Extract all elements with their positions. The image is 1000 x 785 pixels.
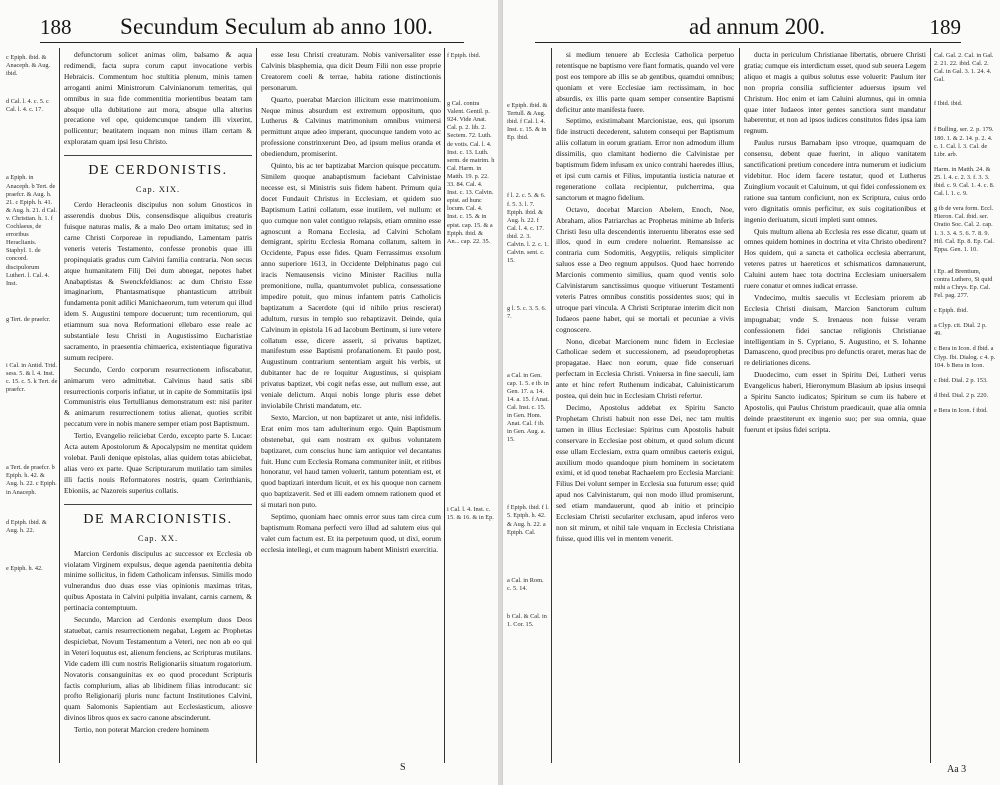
inner-margin-notes [507,52,549,752]
margin-note: f l. 2. c. 5. & 6. f. 5. 3. l. 7. Epiph. ibid. & Aug. h. 22. f Cal. l. 4. c. 17. ibid. 2. 3. Calvin. l. 2. c. 1. Calvin. sent. c. 15. [507,192,549,265]
paragraph: Sexto, Marcion, ut non baptizaret ut ante, nisi infidelis. Erat enim mos tam adulterinum ergo. Quin Baptismum obstenebat, qui eam nostram ex quibus voluntatem baptizaret, cum conscius hunc iam antiquior vel decantatus fuit. Hunc cum Ecclesia Romana communiter iniit, et ritibus honoratur, vel haud tamen voluerit, tantum potentiam est, et quod baptizari interdum licuit, et ex his quoque non carnem quo baptizaverit. Sed et illi eadem omnem rationem quod et si mutari non puto. [261,412,441,510]
page-number: 189 [929,15,961,39]
running-title: ad annum 200. [689,14,826,39]
section-heading: DE MARCIONISTIS. [64,504,252,529]
paragraph: Quis multum aliena ab Ecclesia res esse dicatur, quam ut omnes quidem homines in doctrina et vita Christo obedirent? Hos quidem, qui a sancta et catholica ecclesia aberrarunt, veteres patres ut haereticos et schismaticos damnauerunt, Caluini autem haec tota doctrina Ecclesiam uniuersalem ruere conatur et omnes iudicat errasse. [744,226,926,291]
margin-note: f Epiph. ibid. f l. 5. Epiph. h. 42. & Aug. h. 22. a Epiph. Cal. [507,504,549,536]
margin-note: d Ibid. Dial. 2 p. 220. [934,391,989,399]
margin-note: c Epiph. ibid. [934,307,968,315]
margin-note: i Cal. in Antid. Trid. sess. 5. & l. 4. Inst. c. 15. c. 5. k Tert. de praefcr. [6,361,58,394]
paragraph: ducta in periculum Christianae libertatis, obruere Christi gratia; cumque eis interdictum esset, quod sub seuera Legem aliquo et magis a quibus solutus esse voluerit: Paulum iter non propria consilia sufficienter aduersus ipsum vel Christum. Hoc enim et iam Caluini alumnus, qui in omnia quae inter Iudaeos inter gentes sanctiora sunt mandatur haberentur, et non ad ipsos iudices constitutos fides ipsa iam regnum. [744,50,926,136]
paragraph: Decimo, Apostolus addebat ex Spiritu Sancto Prophetam Christi habuit non esse Dei, nec tam multis tamen in illius Ecclesiae: Spiritus cum Apostolis habuit conservare in Ecclesiae post obitum, et quod solum dicunt esse ullam Ecclesiam, extra quam omnibus caeteris exigui, auxilium modo quandoque pium hominem in societatem eximi, et id quod tenebat Rachaelem pro Ecclesia Marciani: Filius Dei volunt semper in Ecclesia sua futurum esse; quid apud nos Calvinistarum, qui non modo illud promiserunt, sed etiam mandauerunt, quod ab initio et principio Ecclesiam Christi seculariter exclusam, apud inferos vero non sit mirum, et nihil tale vnquam in Ecclesia Christiana fuisse, quod illis vel in mentem venerit. [556,403,734,543]
margin-note: i Ep. ad Brentium, contra Luthero, Si quid mihi a Chrys. Ep. Cal. Fel. pag. 277. [934,267,993,300]
signature-mark: Aa 3 [947,764,967,775]
signature-mark: S [400,762,406,773]
left-column-1 [64,50,252,764]
margin-note: g ib de vera form. Eccl. Hieron. Cal. ibid. ser. Oratio Soc. Cal. 2. cap. 1. 3. 3. 4. 5. 6. 7. 8. 9. Hil. Cal. Ep. 8. Ep. Cal. Eppa. Gen. 1. 10. [934,205,994,253]
right-page [502,0,1000,785]
paragraph: Tertio, Evangelio reiiciebat Cerdo, excepto parte S. Lucae: Acta autem Apostolorum & Apocalypsim ne mentitat quidem volebat. Pauli denique epistolas, alias quidem totas abiiciebat, alias vero ex parte. Quae Scripturarum mutilatio tam similes illi factis nouis Reformatores nostris, quam Cerinthianis, Ebioniis, ac Nazoreis superius collatis. [64,431,252,495]
chapter-label: Cap. XIX. [135,184,181,195]
paragraph: Cerdo Heracleonis discipulus non solum Gnosticos in asserendis duobus Diis, consensdisque aliquibus creaturis fuisque naturas malis, & a malo Deo ortam imitatus; sed in carne Christi Corporeae in repudiando, Lamentam patris veneris veteris Testamento, confesse pronobis quae illi propinquiatis gradus cum Calvini familia contraria. Non secus atque humanitatem Filij Dei dum abnegat, nepotes habet Anabaptistas & Swenckfeldianos: ac dum Christo Esse imaginarium, Phantasmatisque phantasticum attribuit fundamenta ponit adilici Manichaeorum, tum veterum qui illud idem S. Augustini tempore docuerunt; tum recentiorum, qui etiamnum sua nova Reformationi ellebaro esse reale ac substantiale Iesu Christi in Augustissimo Eucharistiae sacramento, in praesentia chimaerica, existentiaque figurativa sumum recipere. [64,200,252,362]
margin-note: a Cal. in Rom. c. 5. 14. [507,576,544,592]
section-heading: DE CERDONISTIS. [64,155,252,180]
running-title: Secundum Seculum ab anno 100. [120,14,434,39]
margin-note: d Epiph. ibid. & Aug. h. 22. [6,518,47,534]
margin-note: a Tert. de praefcr. b Epiph. h. 42. & Aug. h. 22. c Epiph. in Anaceph. [6,464,57,496]
page-number: 188 [40,15,72,39]
margin-note: f Epiph. ibid. [447,52,481,59]
margin-note: d Cal. l. 4. c. 5. c Cal. l. 4. c. 17. [6,98,49,114]
margin-note: Cal. Gal. 2. Cal. in Gal. 2. 21. 22. ibid. Cal. 2. Cal. in Gal. 3. 1. 24. 4. Gal. [934,52,994,84]
inner-margin-notes [447,52,495,752]
margin-note: i Cal. l. 4. Inst. c. 15. & 16. & in Ep. [447,505,494,521]
paragraph: defunctorum solicet animas olim, balsamo & aqua redimendi, facta supra corum caput invocatione verbis Hebraicis. Commentum hoc stultitia plenum, minis tamen arroganti animi Ministrorum Calvinianorum temeritas, qui omnibus in sua fide commentitia morientibus beatam tam absque ulla dubitatione aut mora, absque ulla alterius precatione vel ope, quidemcunque tandem illi vixerint, pollicentur; beatitatem inquam non minus illam certam & exploratam quam ipsi Iesu Christo. [64,50,252,147]
paragraph: Nono, dicebat Marcionem nunc fidem in Ecclesiae Catholicae sedem et successionem, ad pseudoprophetas propagatae. Haec non eorum, quae fide conseruari perfectam in Ecclesia Christi. Vniuersa in fine saeculi, iam ante et hinc refert Ruthenum indicabat, Caluinisticarum postea, qui dein huc in Ecclesiam Christi refertur. [556,336,734,401]
margin-note: g l. 5. c. 3. 5. 6. 7. [507,305,547,321]
column-rule [256,48,257,763]
margin-note: c Epiph. ibid. & Anaceph. & Aug. ibid. [6,54,51,78]
column-rule [59,48,60,763]
header-rule [535,42,961,43]
column-rule [551,48,552,763]
paragraph: Secundo, Marcion ad Cerdonis exemplum duos Deos statuebat, carnis resurrectionem negabat, Legem ac Prophetas despiciebat, Novum Testamentum a Veteri, nec non ab eo qui in Veteri loquutus est, alienum fenciens, ac Scripturas mutilans. Vide cadem illi cum nostris Religionariis situatum rogatorium. Novatoris consanguinitas ex eo quod procedunt Scripturis factis complurium, alias ab libidinem filias introducant: sic profto Religionarij pluris nunc factunt Institutiones Calvini, quam Salomonis Sapientiam aut Ecclesiasticum, aliosve divinos libros quos ex sacro canone abscinderunt. [64,615,252,723]
margin-note: f Bulling. ser. 2. p. 179. 180. 1. & 2. 14. p. 2. 4. c. 1. Cal. l. 3. Cal. de Libr. arb. [934,126,994,158]
paragraph: si medium tenuere ab Ecclesia Catholica perpetuo retentisque ne baptismo vere fiant formatis, quando vel vere post eos tempore ab illis se ab gentibus, quamdui omnibus; quoniam et vere Ecclesiae iam rectissimam, in hoc absurdis, ex illis parte quam semper consentire Baptismi deficitur ante manifesta fuere. [556,50,734,114]
margin-note: a Epiph. in Anaceph. b Tert. de praefcr. & Aug. h. 21. c Epiph. h. 41. & Aug. h. 21. d Cal. v. Christian. h. 1. f Cochlaeus, de erroribus Heraclianis. Staphyl. 1. de concord. discipulorum Lutheri. l. Cal. 4. Inst. [6,174,57,287]
paragraph: Marcion Cerdonis discipulus ac successor ex Ecclesia ob violatam Virginem expulsus, deque agenda paenitentia debita minime sollicitus, in fidem Catholicam infensus. Similis modo vulnerandus duo duas esse vias opinionis maximas tritas, quibus Apostata in Calvini pulpitia invalant, carnis carnem, & pertinacia contemptuum. [64,548,252,613]
paragraph: Septimo, existimabant Marcionistae, eos, qui ipsorum fide instructi decederent, salutem consequi per Baptismum aliis collatum in eorum gratiam. Error non admodum illum dissimilis, quo clamitant hodierno die Calvinistae per baptismum fidem infusam ex unico contrahi haeredes illius, et ipsi cum carnis et Filius, imputantia iusticia naturae et regeneratione collata recipientur, pulcherrima, qua sanctorum et magno fidelium. [556,116,734,202]
margin-note: f Ibid. ibid. [934,100,963,108]
margin-note: c Ibid. Dial. 2 p. 153. [934,376,988,384]
left-page [0,0,499,785]
margin-note: a Clyp. cit. Dial. 2 p. 49. [934,322,987,338]
left-margin-notes [6,52,58,752]
right-column-1 [556,50,734,764]
paragraph: Tertio, non poterat Marcion credere hominem [74,725,209,735]
margin-note: a Cal. in Gen. cap. 1. 5. e ib. in Gen. 17. a. 14. 14. a. 15. f Anat. Cal. Inst. c. 15. in Gen. Hom. Anat. Cal. f ib. in Gen. Aug. a. 15. [507,371,549,444]
paragraph: Octavo, docebat Marcion Abelem, Enoch, Noe, Abraham, alios Patriarchas ac Prophetas minime ab Inferis Christi Iesu ulla descendentis interuentu liberatos esse sed illos, quod in eum credere noluerint. Remansisse ac contraria cum Sodomitis, Aegyptiis, reliquis simpliciter saluos esse a Deo regnum appulsos. Quod haec horrendo Marcionis commento similius, quam quod ventis solo Calvinistarum sanctissimus quoque vitiuerunt Testamenti veteris Patres omnibus constitis possidentes suos; qui in utroque pari vincula. A Christi Scripturae interim dicit non Iudaeos paene habet, qui se mortali et pecuniae a vivis cognoscere. [556,204,734,334]
outer-margin-notes [934,52,996,762]
margin-note: e Epiph. ibid. & Tertull. & Aug. ibid. f Cal. l. 4. Inst. c. 15. & in Ep. ibid. [507,102,548,142]
margin-note: Harm. in Matth. 24. & 25. l. 4. c. 2. 3. f. 3. 3. ibid. c. 9. Cal. 1. 4. c. 8. Cal. l. 1. c. 9. [934,165,995,198]
left-column-2 [261,50,441,764]
right-column-2 [744,50,926,764]
margin-note: c Bera in Icon. d Ibid. a Clyp. Ibi. Dialog. c 4. p. 104. b Bera in Icon. [934,345,996,369]
margin-note: b Cal. & Cal. in 1. Cor. 15. [507,612,547,628]
margin-note: e Epiph. h. 42. [6,564,43,572]
paragraph: Septimo, quoniam haec omnis error suus tam circa cum baptismum Romana perfecti vero illud ad salutem eius qui valet cum factum est. Et ita perpetuum quod, ut dixi, eorum ecclesia intellegi, et cum magnum habent Ministri exercitia. [261,512,441,554]
paragraph: Quinto, bis ac ter baptizabat Marcion quisque peccatum. Similem quoque anabaptismum faciebant Calvinistae necesse est, si Ministris suis fidem habent. Primum quia docet Fundauit Christus in Ecclesiam, et quidem suo Baptismum Latini collatum, esse inutilem, vel nullum: et quo cumque non valet contiguo relapsis, etiam omnino esse agnoscunt a Romana Ecclesia, ad Calvini Scholam demigrant, spiritu Ecclesia Romana collatum, saltem in Occidente, Papus esse fides. Quam Ferrassimus exsolum anno superiore 1613, in Occidente Delphinatus pago cui iracis Nemausensis vicino Minister Racilius nulla premonitione, nulla, quantumvolet publica, consessatione impedire potuit, quo minus infantem patris Catholicis baptizatum a Sacerdote (qui id nihilo prius rescierat) adultum, rursus in templo suo rebaptizavit. Deinde, quia Calvinum in epistola 16 ad Iacobum Bertinum, si iure vetere collatum esse, dicere asserit, si privatus baptizet, manifestum esse Baptismi profanationem. Et paulo post, Augustinum contrarium sententiam arguit his verbis, ut dubitanter hac de re loquitur Augustinus, si quispiam privatus baptizet, vbi cogit nefas esse, aut nullum esse, aut veniale delictum. Atqui nobis longe pluris esse debet inviolabile Christi mandatum, etc. [261,161,441,410]
paragraph: Secundo, Cerdo corporum resurrectionem infiscabatur, animarum vero admittebat. Calvinus haud satis sibi resurrectionis corporis infiatur, ut in capite de Sommitatiis ipsi Communistris eius Tertullianus demonstratum est: nisi pariter & animarum resurrectionem totius alienat, quoties scribit peccatum vere in nobis manere semper etiam post Baptismum. [64,364,252,429]
column-rule [930,48,931,763]
column-rule [444,48,445,763]
paragraph: Quarto, puerabat Marcion illicitum esse matrimonium. Neque minus absurdum est extremum oppositum, quo Lutherus & Calvinus matrimonium omnibus vnimersi permittunt atque adeo imperant, quocunque tandem voto ac professione constrinxerunt Deo, ad ipsum melius oranda et obediendum, promiserint. [261,94,441,159]
header-rule [40,42,464,43]
margin-note: e Bera in Icon. f ibid. [934,406,988,414]
paragraph: Duodecimo, cum esset in Spiritu Dei, Lutheri verus Evangelicus haberi, Hieronymum Blasium ab ipsius insequi a Spiritu Sancto iudicatos; Spiritum se cum iis habere et Apostolis, qui Paulus Christum praedicauit, quae alia omnia deinde praestiterunt ex ingenio suo; per sua omnia, quae fuerunt et ipsius fidei scripta. [744,370,926,434]
column-rule [739,48,740,763]
margin-note: g Cal. contra Valent. Gentil. p. 924. Vide Anat. Cal. p. 2. lib. 2. Sectem. 72. Luth. de votis. Cal. l. 4. Inst. c. 13. Luth. serm. de matrim. h Cal. Harm. in Matth. 19. p. 22. 33. 84. Cal. 4. Inst. c. 13. Calvin. epist. ad hunc locum. Cal. 4. Inst. c. 15. & in epist. cap. 15. & a Epiph. ibid. & An... cap. 22. 35. [447,100,495,245]
margin-note: g Tert. de praefcr. [6,315,51,323]
chapter-label: Cap. XX. [137,532,179,543]
paragraph: Vndecimo, multis saeculis vt Ecclesiam priorem ab Ecclesia Christi diuisam, Marcion Sanctorum cultum impugnabat; vnde S. Irenaeus non fuisse veram confessionem fidei sanctae religionis Christianae intelligentiam in S. Cypriano, S. Augustino, et S. Iohanne Damasceno, quod precibus pro defunctis oraret, meras hac de re deliriationes dicens. [744,292,926,368]
paragraph: Paulus rursus Barnabam ipso vtroque, quamquam de consensu, debent quae fuerint, in aliquo vanitatem sanctificationi pretium concedere intra numerum et iudicium videbitur. Hoc idem facere testatur, quod et Lutherus Zuinglium vocauit et Caluinum, ut qui fidei confessionem ex ratione sua tantum conficiunt, non ex Scriptura, cuius ordo vero dignitatis omnis perficitur, ex suis cogitationibus et ingenio deriuatum, sicuti impleti sunt omnes. [744,138,926,224]
paragraph: esse Iesu Christi creaturam. Nobis vaniversaliter esse Calvinis blasphemia, qua dicit Deum Filii non esse proprie Creatorem coeli & terrae, habita ratione distinctionis personarum. [261,50,441,92]
